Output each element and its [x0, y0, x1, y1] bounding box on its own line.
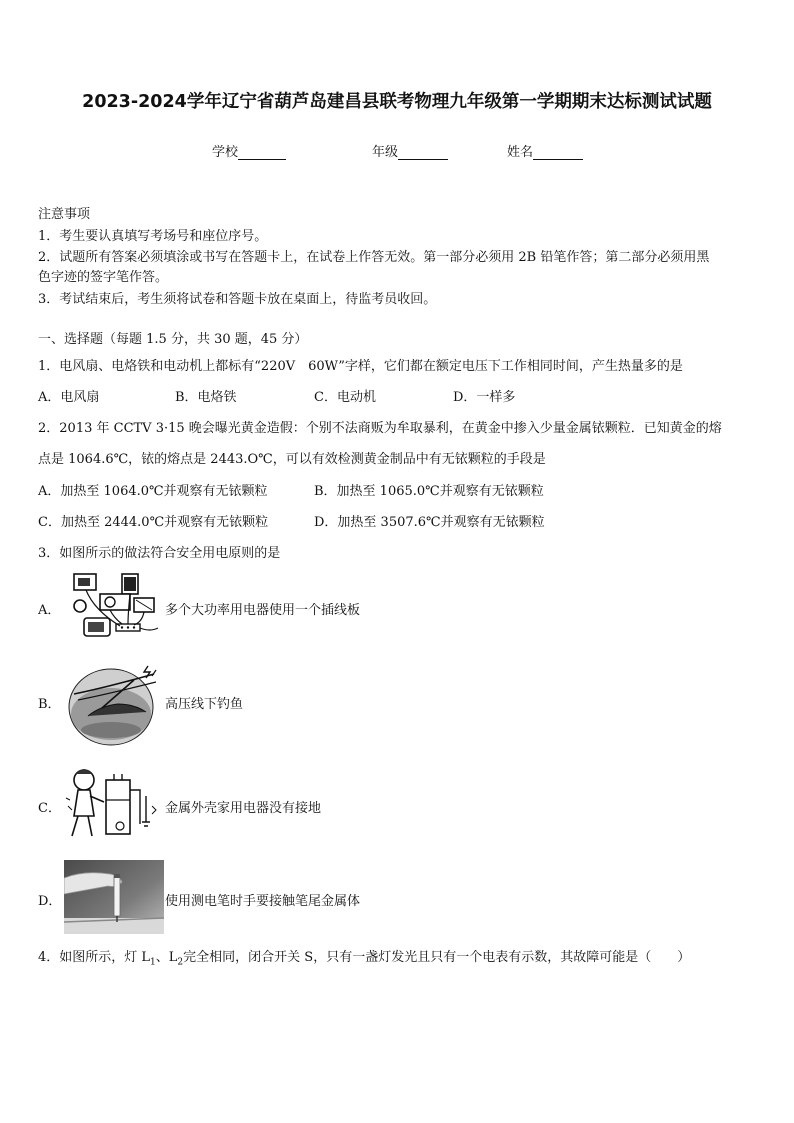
q1-option-c[interactable]: C．电动机: [314, 390, 376, 405]
grade-blank[interactable]: [398, 145, 448, 160]
school-blank[interactable]: [238, 145, 286, 160]
q3-option-a-caption: 多个大功率用电器使用一个插线板: [165, 603, 361, 618]
q2-option-c[interactable]: C．加热至 2444.0℃并观察有无铱颗粒: [38, 515, 269, 530]
q3-option-b-label[interactable]: B．: [38, 697, 61, 712]
power-strip-appliances-icon: [64, 570, 164, 640]
q2-option-a[interactable]: A．加热至 1064.0℃并观察有无铱颗粒: [38, 484, 268, 499]
q3-option-c-caption: 金属外壳家用电器没有接地: [165, 801, 322, 816]
q2-stem-line1: 2．2013 年 CCTV 3·15 晚会曝光黄金造假：个别不法商贩为牟取暴利，在黄金中掺入少量金属铱颗粒．已知黄金的熔: [38, 421, 722, 436]
fishing-under-power-line-icon: [64, 660, 164, 748]
q2-stem-line2: 点是 1064.6℃，铱的熔点是 2443.O℃，可以有效检测黄金制品中有无铱颗粒的手段是: [38, 452, 546, 467]
q3-option-d-caption: 使用测电笔时手要接触笔尾金属体: [165, 894, 361, 909]
q1-option-a[interactable]: A．电风扇: [38, 390, 100, 405]
section-heading: 一、选择题（每题 1.5 分，共 30 题，45 分）: [38, 332, 308, 347]
q3-stem: 3．如图所示的做法符合安全用电原则的是: [38, 546, 281, 561]
q1-option-b[interactable]: B．电烙铁: [175, 390, 237, 405]
name-field: [507, 141, 583, 160]
school-label: 学校: [212, 145, 239, 160]
test-pen-hand-photo: [64, 860, 164, 934]
notice-item: 1．考生要认真填写考场号和座位序号。: [38, 229, 268, 244]
q3-option-a-label[interactable]: A．: [38, 603, 61, 618]
page-title: 2023-2024学年辽宁省葫芦岛建昌县联考物理九年级第一学期期末达标测试试题: [82, 92, 712, 112]
school-field: [212, 141, 286, 160]
q2-option-b[interactable]: B．加热至 1065.0℃并观察有无铱颗粒: [314, 484, 544, 499]
notice-heading: 注意事项: [38, 207, 91, 222]
notice-item: 色字迹的签字笔作答。: [38, 270, 169, 285]
grade-label: 年级: [372, 145, 399, 160]
q1-option-d[interactable]: D．一样多: [453, 390, 516, 405]
q3-option-b-caption: 高压线下钓鱼: [165, 697, 244, 712]
notice-item: 2．试题所有答案必须填涂或书写在答题卡上，在试卷上作答无效。第一部分必须用 2B 铅笔作答；第二部分必须用黑: [38, 250, 710, 265]
ungrounded-appliance-icon: [64, 766, 164, 842]
notice-item: 3．考试结束后，考生须将试卷和答题卡放在桌面上，待监考员收回。: [38, 292, 437, 307]
q2-option-d[interactable]: D．加热至 3507.6℃并观察有无铱颗粒: [314, 515, 545, 530]
grade-field: [372, 141, 448, 160]
name-label: 姓名: [507, 145, 534, 160]
name-blank[interactable]: [533, 145, 583, 160]
q1-stem: 1．电风扇、电烙铁和电动机上都标有“220V 60W”字样，它们都在额定电压下工作相同时间，产生热量多的是: [38, 359, 683, 374]
q3-option-d-label[interactable]: D．: [38, 894, 62, 909]
q4-stem: 4．如图所示，灯 $L_1$、$L_2$完全相同，闭合开关 S，只有一盏灯发光且只有一个电表有示数，其故障可能是（ ）: [38, 950, 691, 968]
q3-option-c-label[interactable]: C．: [38, 801, 61, 816]
